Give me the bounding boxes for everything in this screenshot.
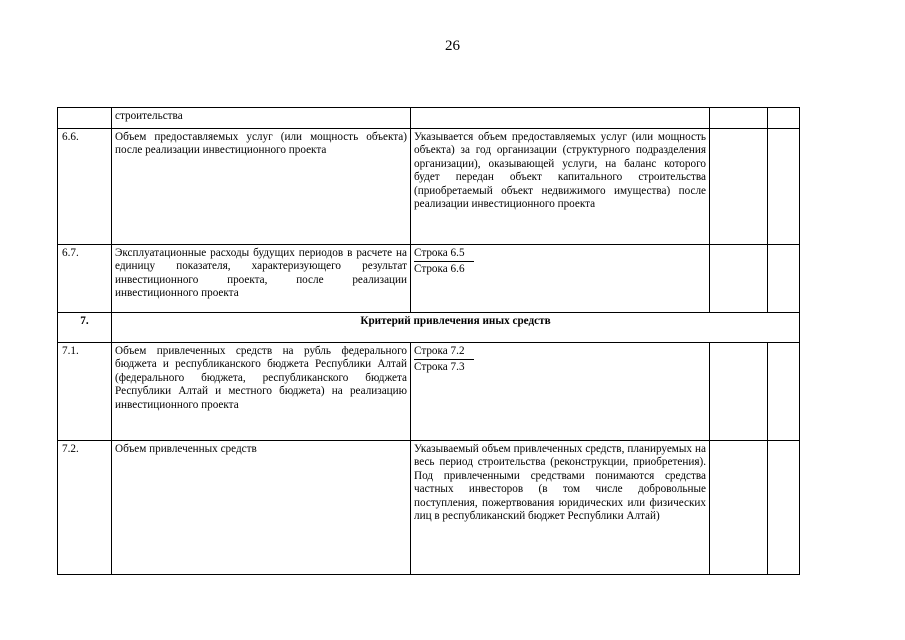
empty-cell <box>710 441 768 575</box>
row-number <box>58 108 112 129</box>
table-row <box>58 343 800 441</box>
row-number: 6.6. <box>58 129 112 245</box>
criterion-cell: Эксплуатационные расходы будущих периодов в расчете на единицу показателя, характеризующего результат инвестиционного проекта, после реализации инвестиционного проекта <box>112 245 411 313</box>
formula-denominator: Строка 7.3 <box>414 361 465 374</box>
section-row <box>58 313 800 343</box>
criterion-cell: Объем привлеченных средств на рубль федерального бюджета и республиканского бюджета Республики Алтай (федерального бюджета, республиканского бюджета Республики Алтай и местного бюджета) на реализацию инвестиционного проекта <box>112 343 411 441</box>
empty-cell <box>768 129 800 245</box>
empty-cell <box>768 343 800 441</box>
criterion-cell: Объем привлеченных средств <box>112 441 411 575</box>
description-cell <box>411 108 710 129</box>
table-row <box>58 245 800 313</box>
formula-numerator: Строка 7.2 <box>414 345 465 357</box>
row-number: 6.7. <box>58 245 112 313</box>
empty-cell <box>710 343 768 441</box>
empty-cell <box>710 245 768 313</box>
criterion-cell: Объем предоставляемых услуг (или мощность объекта) после реализации инвестиционного проекта <box>112 129 411 245</box>
fraction-line <box>414 261 474 262</box>
section-title: Критерий привлечения иных средств <box>112 313 800 343</box>
criteria-table <box>57 107 800 575</box>
description-cell: Указываемый объем привлеченных средств, планируемых на весь период строительства (реконструкции, приобретения). Под привлеченными средствами понимаются средства частных инвесторов (в том числе добровольные поступления, пожертвования юридических или физических лиц в республиканский бюджет Республики Алтай) <box>411 441 710 575</box>
formula-denominator: Строка 6.6 <box>414 263 465 276</box>
fraction-line <box>414 359 474 360</box>
table-row <box>58 129 800 245</box>
empty-cell <box>768 245 800 313</box>
empty-cell <box>768 108 800 129</box>
formula-cell <box>411 343 710 441</box>
table-row <box>58 108 800 129</box>
section-number: 7. <box>58 313 112 343</box>
empty-cell <box>710 129 768 245</box>
table-row <box>58 441 800 575</box>
row-number: 7.1. <box>58 343 112 441</box>
formula-numerator: Строка 6.5 <box>414 247 465 259</box>
page-number: 26 <box>445 38 460 54</box>
empty-cell <box>710 108 768 129</box>
row-number: 7.2. <box>58 441 112 575</box>
criterion-cell: строительства <box>112 108 411 129</box>
empty-cell <box>768 441 800 575</box>
formula-cell <box>411 245 710 313</box>
description-cell: Указывается объем предоставляемых услуг (или мощность объекта) за год организации (структурного подразделения организации), оказывающей услуги, на баланс которого будет передан объект капитального строительства (приобретаемый объект недвижимого имущества) после реализации инвестиционного проекта <box>411 129 710 245</box>
